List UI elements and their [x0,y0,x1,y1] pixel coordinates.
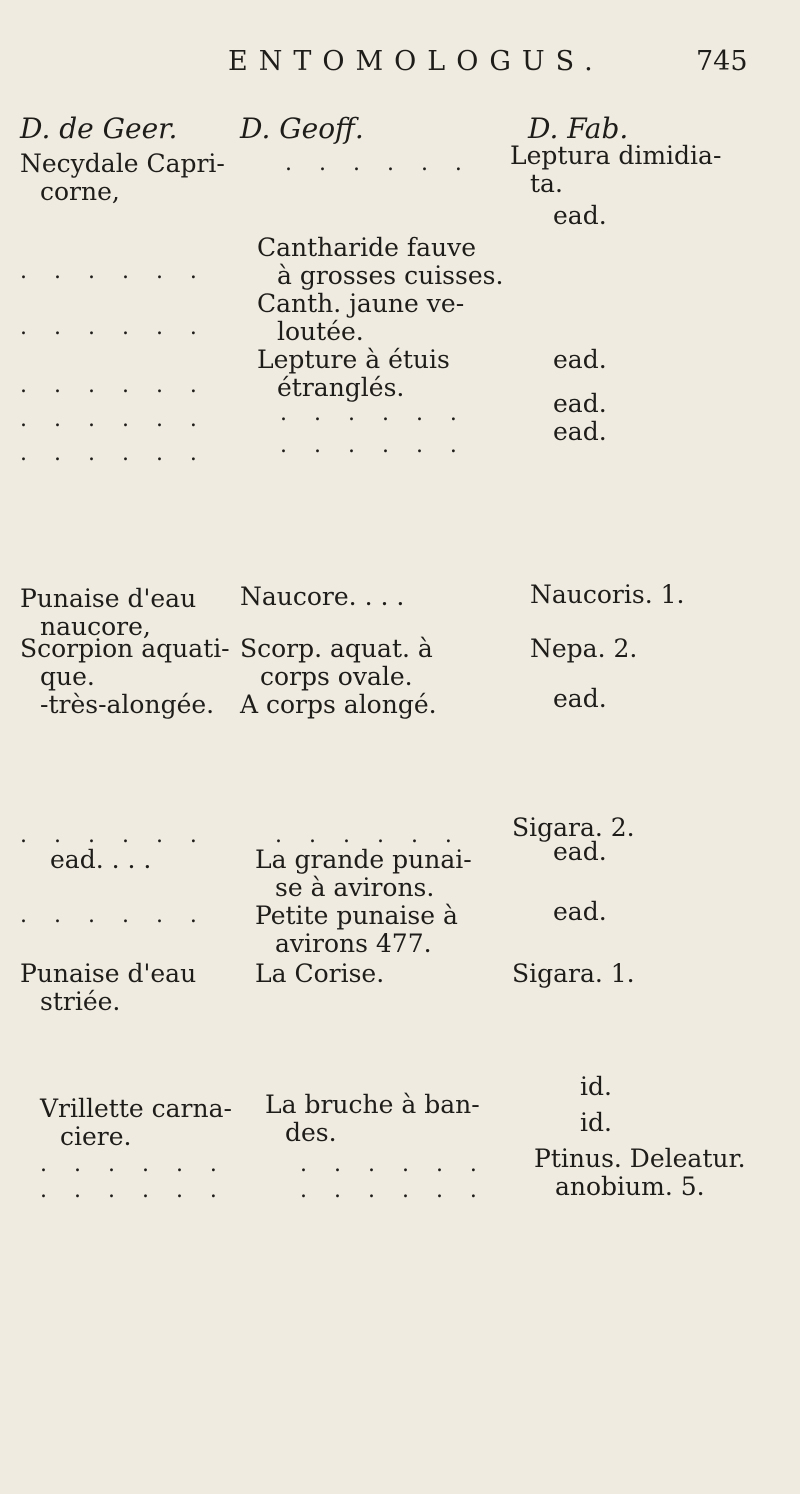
entry-fab [553,685,800,713]
entry-line: étranglés. [277,373,405,402]
entry-line: Sigara. 2. [512,813,635,842]
entry-line: . . . . . . [280,433,467,458]
entry-fab [512,960,772,988]
entry-geoff [300,1151,530,1179]
entry-degeer [50,846,200,874]
entry-line: id. [580,1072,612,1101]
entry-fab [553,346,800,374]
entry-line: Necydale Capri- [20,149,225,178]
entry-line: ead. [553,897,607,926]
entry-line: . . . . . . [20,407,207,432]
entry-line: à grosses cuisses. [277,261,504,290]
entry-fab [553,838,800,866]
entry-fab [553,202,800,230]
entry-line: . . . . . . [285,151,472,176]
entry-line: loutée. [277,317,364,346]
entry-line: Lepture à étuis [257,345,450,374]
entry-line: ta. [530,169,563,198]
column-head-geoff: D. Geoff. [240,112,364,145]
entry-fab [530,635,790,663]
entry-line: ead. [553,684,607,713]
entry-line: ead. [553,201,607,230]
page-number: 745 [696,46,748,77]
entry-line: -très-alongée. [40,690,215,719]
entry-geoff [257,233,504,290]
entry-line: anobium. 5. [555,1172,705,1201]
entry-line: corne, [40,177,120,206]
entry-line: A corps alongé. [240,690,437,719]
entry-degeer [40,1151,227,1179]
entry-degeer [20,902,207,930]
entry-line: . . . . . . [20,441,207,466]
entry-geoff [280,400,510,428]
entry-line: . . . . . . [300,1152,487,1177]
entry-line: Scorpion aquati- [20,634,230,663]
entry-fab [534,1145,794,1173]
entry-line: . . . . . . [20,903,207,928]
entry-geoff [300,1177,530,1205]
entry-fab [553,418,800,446]
entry-degeer [20,690,215,719]
entry-degeer [20,440,207,468]
entry-line: ead. [553,345,607,374]
entry-line: que. [40,662,95,691]
entry-line: . . . . . . [275,823,462,848]
entry-line: . . . . . . [20,259,207,284]
entry-line: des. [285,1118,337,1147]
entry-degeer [20,372,207,400]
column-head-degeer: D. de Geer. [20,112,178,145]
entry-line: . . . . . . [280,401,467,426]
entry-geoff [255,902,485,958]
entry-line: Cantharide fauve [257,233,477,262]
entry-fab [510,142,770,198]
entry-line: corps ovale. [260,662,413,691]
entry-line: Ptinus. Deleatur. [534,1144,746,1173]
entry-line: ead. [553,417,607,446]
entry-line: La grande punai- [255,845,472,874]
entry-line: . . . . . . [40,1152,227,1177]
entry-geoff [255,846,485,902]
running-title: ENTOMOLOGUS. [228,46,604,77]
entry-line: Sigara. 1. [512,959,635,988]
entry-geoff [255,960,485,988]
entry-line: Scorp. aquat. à [240,634,433,663]
column-head-fab: D. Fab. [528,112,629,145]
entry-line: . . . . . . [40,1178,227,1203]
entry-degeer [20,406,207,434]
entry-degeer [20,584,197,641]
entry-line: Naucore. . . . [240,582,405,611]
entry-degeer [20,634,230,691]
entry-line: ead. [553,389,607,418]
entry-geoff [240,583,470,611]
entry-geoff [240,691,470,719]
entry-line: Naucoris. 1. [530,580,685,609]
entry-fab [553,390,800,418]
entry-fab [530,581,790,609]
entry-geoff [285,150,515,178]
entry-line: . . . . . . [300,1178,487,1203]
entry-line: . . . . . . [20,823,207,848]
entry-line: ciere. [60,1122,132,1151]
entry-line: La Corise. [255,959,385,988]
entry-degeer [20,258,207,286]
entry-line: se à avirons. [275,873,435,902]
entry-geoff [280,432,510,460]
entry-line: Nepa. 2. [530,634,638,663]
entry-geoff [240,635,470,691]
entry-geoff [265,1091,495,1147]
entry-degeer [20,149,225,206]
entry-line: Punaise d'eau [20,959,197,988]
entry-line: Vrillette carna- [40,1094,232,1123]
entry-degeer [20,314,207,342]
entry-line: avirons 477. [275,929,432,958]
entry-degeer [20,959,197,1016]
entry-line: Punaise d'eau [20,584,197,613]
entry-line: La bruche à ban- [265,1090,480,1119]
entry-line: Leptura dimidia- [510,141,722,170]
entry-fab [580,1073,800,1137]
entry-line: id. [580,1108,612,1137]
entry-line: . . . . . . [20,373,207,398]
entry-line: ead. [553,837,607,866]
entry-fab [553,898,800,926]
entry-line: Canth. jaune ve- [257,289,465,318]
entry-degeer [40,1094,232,1151]
entry-degeer [40,1177,227,1205]
entry-geoff [257,290,487,346]
entry-line: ead. . . . [50,845,152,874]
entry-line: striée. [40,987,121,1016]
entry-fab [555,1173,800,1201]
entry-line: Petite punaise à [255,901,458,930]
entry-geoff [257,346,487,402]
entry-line: naucore, [40,612,151,641]
running-header [0,46,800,96]
entry-line: . . . . . . [20,315,207,340]
